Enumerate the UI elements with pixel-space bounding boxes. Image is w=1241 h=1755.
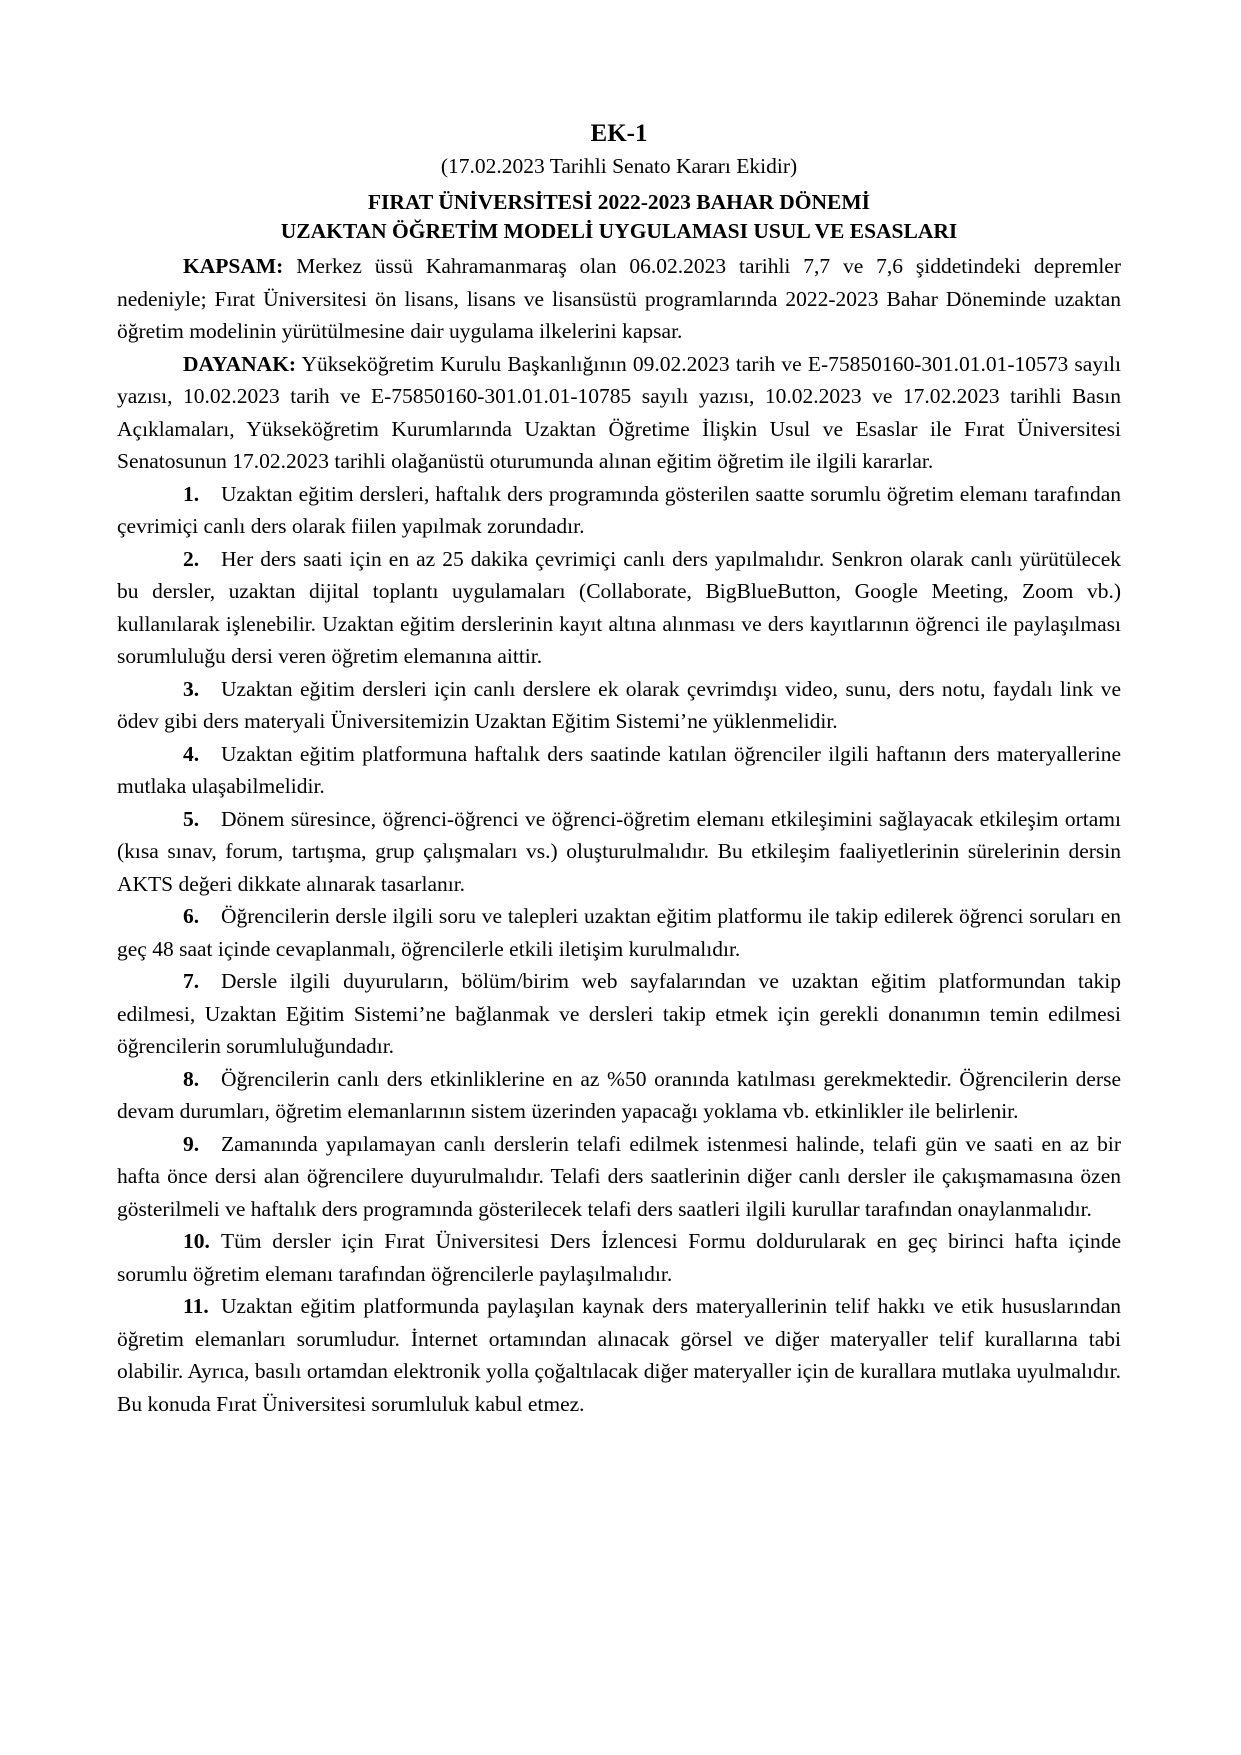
dayanak-paragraph [117,348,1121,478]
dayanak-text: Yükseköğretim Kurulu Başkanlığının 09.02.2023 tarih ve E-75850160-301.01.01-10573 sayılı yazısı, 10.02.2023 tarih ve E-75850160-301.01.01-10785 sayılı yazısı, 10.02.2023 ve 17.02.2023 tarihli Basın Açıklamaları, Yükseköğretim Kurumlarında Uzaktan Öğretime İlişkin Usul ve Esaslar ile Fırat Üniversitesi Senatosunun 17.02.2023 tarihli olağanüstü oturumunda alınan eğitim öğretim ile ilgili kararlar. [117,351,1122,473]
article-number: 6. [183,904,200,928]
article-number: 11. [183,1294,209,1318]
article-number: 8. [183,1066,200,1091]
document-title: EK-1 [590,120,648,147]
article-text: Tüm dersler için Fırat Üniversitesi Ders İzlencesi Formu doldurularak en geç birinci hafta içinde sorumlu öğretim elemanı tarafından öğrencilerle paylaşılmalıdır. [117,1229,1121,1286]
article-item [117,738,1121,803]
document-body [117,118,1121,1420]
article-list [117,478,1121,1421]
article-text: Uzaktan eğitim dersleri, haftalık ders programında gösterilen saatte sorumlu öğretim elemanı tarafından çevrimiçi canlı ders olarak fiilen yapılmak zorundadır. [117,481,1121,538]
article-number: 2. [183,546,200,571]
article-number: 3. [183,676,200,701]
kapsam-label: KAPSAM: [183,254,284,278]
article-number: 5. [183,806,200,831]
kapsam-paragraph [117,250,1121,348]
article-number: 9. [183,1131,200,1156]
article-number: 1. [183,481,200,506]
article-item [117,1290,1121,1420]
article-item [117,478,1121,543]
article-item [117,543,1121,673]
article-text: Dönem süresince, öğrenci-öğrenci ve öğrenci-öğretim elemanı etkileşimini sağlayacak etkileşim ortamı (kısa sınav, forum, tartışma, grup çalışmaları vs.) oluşturulmalıdır. Bu etkileşim faaliyetlerinin sürelerinin dersin AKTS değeri dikkate alınarak tasarlanır. [117,806,1121,896]
document-subtitle: (17.02.2023 Tarihli Senato Kararı Ekidir) [440,154,798,178]
article-text: Uzaktan eğitim platformunda paylaşılan kaynak ders materyallerinin telif hakkı ve etik hususlarından öğretim elemanları sorumludur. İnternet ortamından alınacak görsel ve diğer materyaller telif kurallarına tabi olabilir. Ayrıca, basılı ortamdan elektronik yolla çoğaltılacak diğer materyaller için de kurallara mutlaka uyulmalıdır. Bu konuda Fırat Üniversitesi sorumluluk kabul etmez. [117,1294,1121,1416]
article-text: Uzaktan eğitim platformuna haftalık ders saatinde katılan öğrenciler ilgili haftanın ders materyallerine mutlaka ulaşabilmelidir. [117,741,1121,798]
kapsam-text: Merkez üssü Kahramanmaraş olan 06.02.2023 tarihli 7,7 ve 7,6 şiddetindeki depremler nedeniyle; Fırat Üniversitesi ön lisans, lisans ve lisansüstü programlarında 2022-2023 Bahar Döneminde uzaktan öğretim modelinin yürütülmesine dair uygulama ilkelerini kapsar. [117,254,1121,343]
article-text: Öğrencilerin dersle ilgili soru ve talepleri uzaktan eğitim platformu ile takip edilerek öğrenci soruları en geç 48 saat içinde cevaplanmalı, öğrencilerle etkili iletişim kurulmalıdır. [117,904,1121,961]
heading-line-2: UZAKTAN ÖĞRETİM MODELİ UYGULAMASI USUL VE ESASLARI [280,219,958,243]
article-text: Dersle ilgili duyuruların, bölüm/birim web sayfalarından ve uzaktan eğitim platformundan takip edilmesi, Uzaktan Eğitim Sistemi’ne bağlanmak ve dersleri takip etmek için gerekli donanımın temin edilmesi öğrencilerin sorumluluğundadır. [117,969,1121,1058]
article-item [117,803,1121,901]
article-number: 4. [183,741,200,766]
article-item [117,1128,1121,1226]
article-item [117,1063,1121,1128]
article-number: 10. [183,1229,210,1253]
article-text: Uzaktan eğitim dersleri için canlı derslere ek olarak çevrimdışı video, sunu, ders notu, faydalı link ve ödev gibi ders materyali Üniversitemizin Uzaktan Eğitim Sistemi’ne yüklenmelidir. [117,676,1121,733]
article-text: Her ders saati için en az 25 dakika çevrimiçi canlı ders yapılmalıdır. Senkron olarak canlı yürütülecek bu dersler, uzaktan dijital toplantı uygulamaları (Collaborate, BigBlueButton, Google Meeting, Zoom vb.) kullanılarak işlenebilir. Uzaktan eğitim derslerinin kayıt altına alınması ve ders kayıtlarının öğrenci ile paylaşılması sorumluluğu dersi veren öğretim elemanına aittir. [117,546,1121,668]
heading-line-1: FIRAT ÜNİVERSİTESİ 2022-2023 BAHAR DÖNEMİ [367,190,871,214]
article-text: Zamanında yapılamayan canlı derslerin telafi edilmek istenmesi halinde, telafi gün ve saati en az bir hafta önce dersi alan öğrencilere duyurulmalıdır. Telafi ders saatlerinin diğer canlı dersler ile çakışmamasına özen gösterilmeli ve haftalık ders programında gösterilecek telafi ders saatleri ilgili kurullar tarafından onaylanmalıdır. [117,1131,1121,1221]
article-number: 7. [183,969,200,993]
dayanak-label: DAYANAK: [183,351,297,376]
article-text: Öğrencilerin canlı ders etkinliklerine en az %50 oranında katılması gerekmektedir. Öğrencilerin derse devam durumları, öğretim elemanlarının sistem üzerinden yapacağı yoklama vb. etkinlikler ile belirlenir. [117,1066,1121,1123]
article-item [117,673,1121,738]
article-item [117,965,1121,1063]
article-item [117,1225,1121,1290]
article-item [117,900,1121,965]
